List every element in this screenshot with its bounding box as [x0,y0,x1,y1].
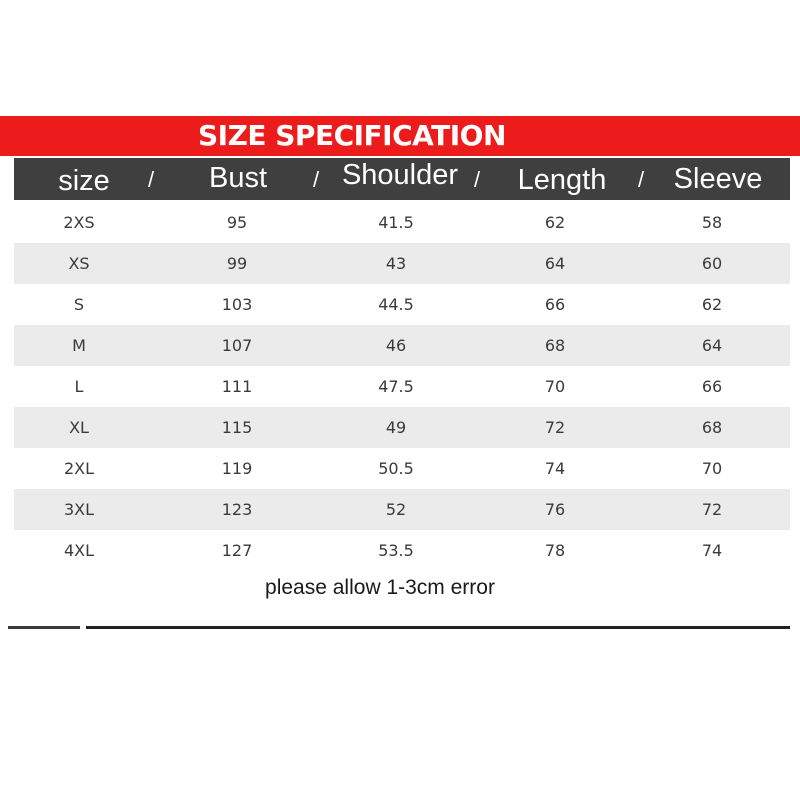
cell-shoulder: 50.5 [378,459,414,478]
cell-sleeve: 60 [701,254,723,273]
cell-shoulder: 44.5 [378,295,414,314]
cell-length: 76 [544,500,566,519]
cell-sleeve: 72 [701,500,723,519]
cell-bust: 103 [221,295,253,314]
cell-shoulder: 53.5 [378,541,414,560]
error-note: please allow 1-3cm error [265,576,495,599]
cell-bust: 99 [226,254,248,273]
cell-size: 2XS [63,213,95,232]
header-size: size [58,165,110,197]
cell-bust: 107 [221,336,253,355]
header-separator: / [638,167,645,192]
cell-shoulder: 47.5 [378,377,414,396]
cell-shoulder: 52 [385,500,407,519]
table-row [14,243,790,284]
header-bust: Bust [208,162,268,194]
cell-bust: 119 [221,459,253,478]
cell-bust: 115 [221,418,253,437]
cell-length: 68 [544,336,566,355]
cell-size: L [74,377,84,396]
header-shoulder: Shoulder [341,159,459,191]
table-row [14,366,790,407]
cell-sleeve: 62 [701,295,723,314]
cell-sleeve: 66 [701,377,723,396]
cell-bust: 123 [221,500,253,519]
cell-sleeve: 68 [701,418,723,437]
cell-shoulder: 46 [385,336,407,355]
cell-length: 64 [544,254,566,273]
header-length: Length [517,164,607,196]
cell-length: 66 [544,295,566,314]
header-separator: / [313,167,320,192]
cell-length: 72 [544,418,566,437]
cell-bust: 95 [226,213,248,232]
table-row [14,325,790,366]
cell-length: 62 [544,213,566,232]
header-sleeve: Sleeve [673,163,763,195]
page-title: SIZE SPECIFICATION [198,119,506,152]
cell-shoulder: 41.5 [378,213,414,232]
cell-size: 2XL [63,459,95,478]
divider-line [86,626,790,629]
table-body [14,202,790,571]
cell-size: S [73,295,85,314]
cell-length: 70 [544,377,566,396]
header-separator: / [474,167,481,192]
table-row [14,407,790,448]
divider-line [8,626,80,629]
table-row [14,489,790,530]
table-row [14,530,790,571]
cell-sleeve: 70 [701,459,723,478]
cell-shoulder: 43 [385,254,407,273]
table-row [14,448,790,489]
table-row [14,284,790,325]
cell-sleeve: 74 [701,541,723,560]
cell-sleeve: 58 [701,213,723,232]
table-row [14,202,790,243]
cell-size: 3XL [63,500,95,519]
header-separator: / [148,167,155,192]
cell-size: XS [68,254,90,273]
cell-sleeve: 64 [701,336,723,355]
cell-length: 78 [544,541,566,560]
cell-size: 4XL [63,541,95,560]
cell-bust: 111 [221,377,253,396]
cell-length: 74 [544,459,566,478]
cell-shoulder: 49 [385,418,407,437]
cell-size: M [72,336,86,355]
cell-bust: 127 [221,541,253,560]
cell-size: XL [69,418,89,437]
